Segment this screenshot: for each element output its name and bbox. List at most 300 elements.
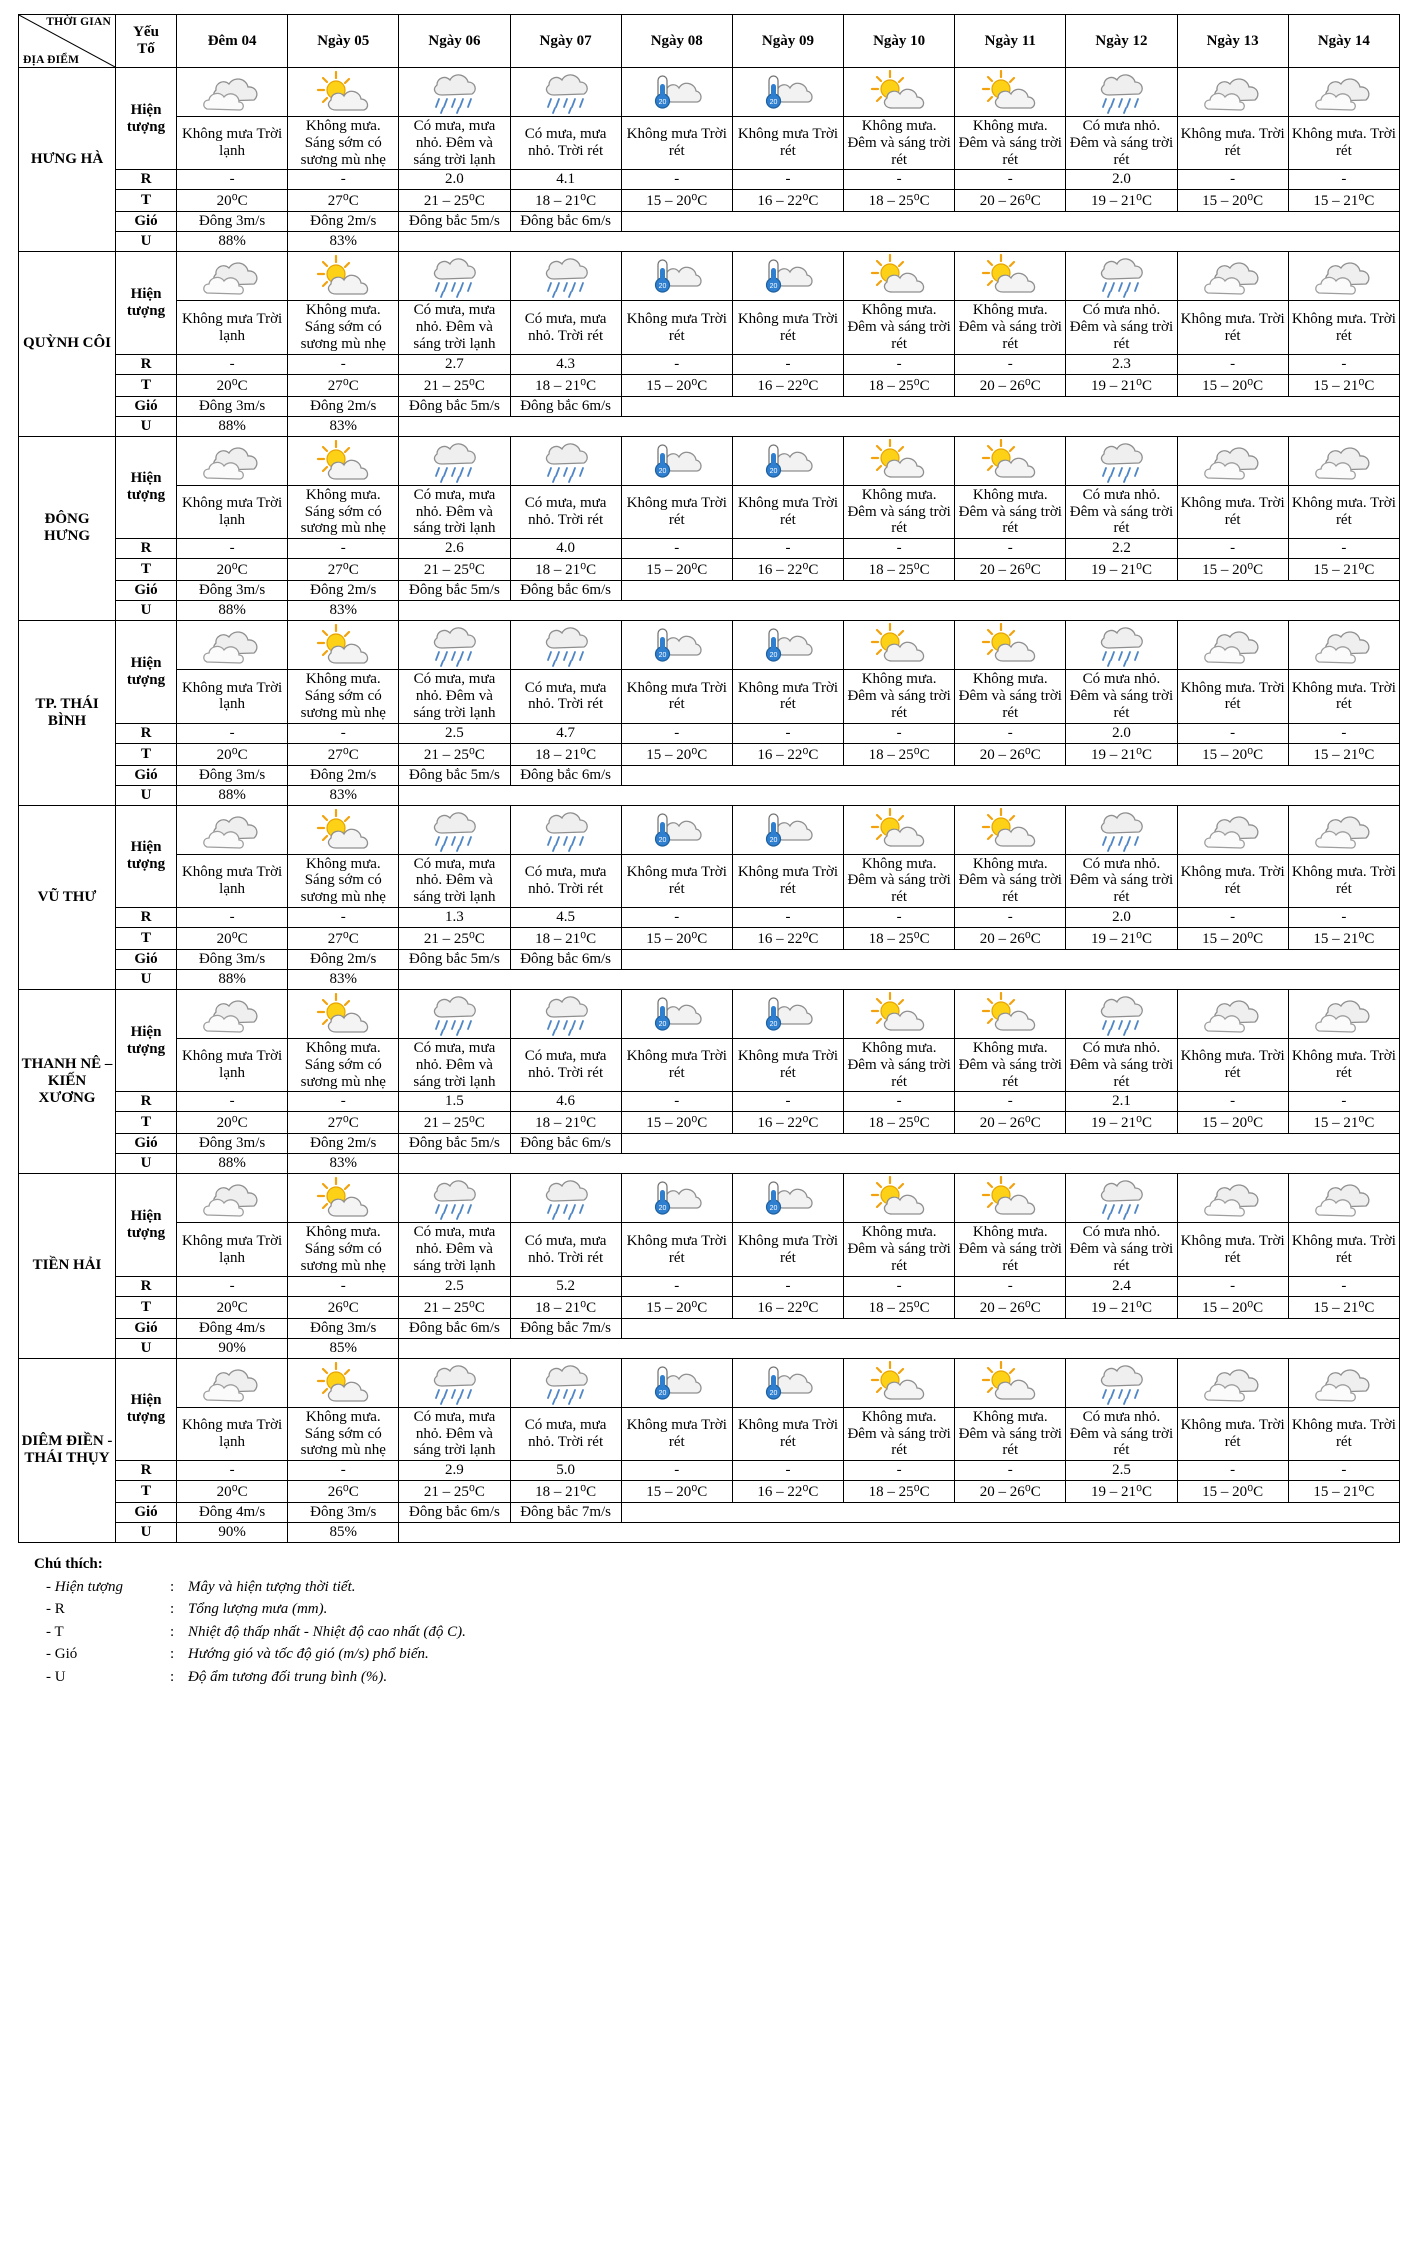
row-label-phenomena xyxy=(116,252,177,354)
rainfall-cell: 2.1 xyxy=(1066,1092,1177,1112)
temperature-cell: 18 – 21⁰C xyxy=(510,743,621,765)
svg-text:20: 20 xyxy=(658,836,667,844)
phenomena-cell: Không mưa. Đêm và sáng trời rét xyxy=(955,1038,1066,1091)
rainfall-cell: - xyxy=(1288,1092,1399,1112)
forecast-row-wind xyxy=(19,1318,1400,1338)
forecast-row-phenomena xyxy=(19,1407,1400,1460)
wind-cell-empty xyxy=(621,1134,1399,1154)
wind-cell: Đông 3m/s xyxy=(177,765,288,785)
weather-icon-cloud xyxy=(1288,1174,1399,1223)
svg-text:20: 20 xyxy=(658,467,667,475)
day-header-7: Ngày 11 xyxy=(955,15,1066,68)
rainfall-cell: - xyxy=(844,1092,955,1112)
table-header-row xyxy=(19,15,1400,68)
forecast-row-humidity xyxy=(19,416,1400,436)
rainfall-cell: - xyxy=(288,1276,399,1296)
wind-cell: Đông 3m/s xyxy=(177,212,288,232)
phenomena-cell: Không mưa. Đêm và sáng trời rét xyxy=(844,1223,955,1276)
rainfall-cell: - xyxy=(732,1092,843,1112)
row-label-humidity: U xyxy=(116,232,177,252)
forecast-row-temperature xyxy=(19,743,1400,765)
phenomena-cell: Không mưa Trời rét xyxy=(621,854,732,907)
rainfall-cell: - xyxy=(844,1276,955,1296)
weather-icon-thermo-cold xyxy=(732,805,843,854)
weather-icon-thermo-cold xyxy=(621,989,732,1038)
weather-icon-thermo-cold xyxy=(621,436,732,485)
rainfall-cell: 2.0 xyxy=(399,170,510,190)
row-label-rainfall: R xyxy=(116,354,177,374)
phenomena-cell: Không mưa Trời lạnh xyxy=(177,485,288,538)
weather-icon-rain-cloud xyxy=(1066,436,1177,485)
temperature-cell: 15 – 21⁰C xyxy=(1288,1296,1399,1318)
phenomena-cell: Có mưa nhỏ. Đêm và sáng trời rét xyxy=(1066,1407,1177,1460)
weather-icon-cloud xyxy=(1177,805,1288,854)
phenomena-cell: Không mưa Trời lạnh xyxy=(177,670,288,723)
row-label-humidity: U xyxy=(116,416,177,436)
humidity-cell-empty xyxy=(399,601,1400,621)
temperature-cell: 20 – 26⁰C xyxy=(955,743,1066,765)
rainfall-cell: - xyxy=(955,1461,1066,1481)
forecast-row-humidity xyxy=(19,785,1400,805)
forecast-row-wind xyxy=(19,765,1400,785)
weather-icon-rain-cloud xyxy=(399,252,510,301)
row-label-phenomena xyxy=(116,436,177,538)
forecast-row-rainfall xyxy=(19,907,1400,927)
forecast-row-temperature xyxy=(19,1112,1400,1134)
weather-forecast-sheet xyxy=(0,14,1420,2244)
rainfall-cell: - xyxy=(955,539,1066,559)
wind-cell: Đông bắc 6m/s xyxy=(510,949,621,969)
legend-text: Độ ẩm tương đối trung bình (%). xyxy=(188,1668,388,1685)
wind-cell: Đông bắc 5m/s xyxy=(399,1134,510,1154)
humidity-cell: 88% xyxy=(177,969,288,989)
rainfall-cell: - xyxy=(1177,170,1288,190)
temperature-cell: 19 – 21⁰C xyxy=(1066,1481,1177,1503)
location-cell: HƯNG HÀ xyxy=(19,68,116,252)
weather-icon-sun-cloud-rain xyxy=(844,805,955,854)
weather-icon-thermo-cold xyxy=(732,621,843,670)
temperature-cell: 19 – 21⁰C xyxy=(1066,1112,1177,1134)
weather-icon-sun-cloud-rain xyxy=(955,252,1066,301)
wind-cell: Đông bắc 5m/s xyxy=(399,396,510,416)
wind-cell-empty xyxy=(621,212,1399,232)
row-label-wind: Gió xyxy=(116,1318,177,1338)
legend-separator: : xyxy=(170,1668,175,1685)
weather-icon-rain-cloud xyxy=(510,68,621,117)
forecast-row-humidity xyxy=(19,232,1400,252)
location-cell: THANH NÊ – KIẾN XƯƠNG xyxy=(19,989,116,1173)
phenomena-cell: Không mưa. Sáng sớm có sương mù nhẹ xyxy=(288,301,399,354)
humidity-cell: 83% xyxy=(288,969,399,989)
weather-icon-cloud xyxy=(1177,436,1288,485)
phenomena-cell: Không mưa Trời rét xyxy=(732,485,843,538)
row-label-humidity: U xyxy=(116,1523,177,1543)
phenomena-cell: Có mưa, mưa nhỏ. Đêm và sáng trời lạnh xyxy=(399,1038,510,1091)
weather-icon-cloud xyxy=(1288,989,1399,1038)
temperature-cell: 21 – 25⁰C xyxy=(399,374,510,396)
phenomena-cell: Không mưa. Trời rét xyxy=(1288,485,1399,538)
temperature-cell: 15 – 21⁰C xyxy=(1288,374,1399,396)
rainfall-cell: - xyxy=(177,539,288,559)
weather-icon-thermo-cold xyxy=(732,1358,843,1407)
temperature-cell: 18 – 21⁰C xyxy=(510,190,621,212)
wind-cell: Đông bắc 6m/s xyxy=(399,1318,510,1338)
humidity-cell: 88% xyxy=(177,232,288,252)
phenomena-cell: Không mưa. Trời rét xyxy=(1288,1038,1399,1091)
humidity-cell: 88% xyxy=(177,785,288,805)
humidity-cell: 85% xyxy=(288,1523,399,1543)
row-label-temperature: T xyxy=(116,559,177,581)
corner-time-label: THỜI GIAN xyxy=(46,16,111,28)
weather-icon-cloud xyxy=(1288,252,1399,301)
phenomena-cell: Có mưa nhỏ. Đêm và sáng trời rét xyxy=(1066,1223,1177,1276)
rainfall-cell: - xyxy=(1288,539,1399,559)
row-label-temperature: T xyxy=(116,927,177,949)
row-label-phenomena xyxy=(116,989,177,1091)
rainfall-cell: 1.3 xyxy=(399,907,510,927)
forecast-row-rainfall xyxy=(19,1276,1400,1296)
temperature-cell: 15 – 20⁰C xyxy=(621,743,732,765)
phenomena-cell: Không mưa Trời rét xyxy=(621,1038,732,1091)
humidity-cell-empty xyxy=(399,969,1400,989)
phenomena-cell: Không mưa. Sáng sớm có sương mù nhẹ xyxy=(288,670,399,723)
phenomena-cell: Không mưa Trời lạnh xyxy=(177,1407,288,1460)
wind-cell: Đông 3m/s xyxy=(288,1318,399,1338)
forecast-row-wind xyxy=(19,1134,1400,1154)
weather-icon-sun-cloud xyxy=(288,621,399,670)
rainfall-cell: - xyxy=(621,907,732,927)
rainfall-cell: 2.0 xyxy=(1066,723,1177,743)
rainfall-cell: - xyxy=(177,907,288,927)
temperature-cell: 15 – 20⁰C xyxy=(1177,1481,1288,1503)
rainfall-cell: 2.0 xyxy=(1066,170,1177,190)
svg-text:20: 20 xyxy=(769,652,778,660)
temperature-cell: 18 – 25⁰C xyxy=(844,743,955,765)
weather-icon-rain-cloud xyxy=(510,1174,621,1223)
phenomena-cell: Có mưa, mưa nhỏ. Trời rét xyxy=(510,1407,621,1460)
rainfall-cell: - xyxy=(955,1276,1066,1296)
row-label-phenomena xyxy=(116,1358,177,1460)
rainfall-cell: - xyxy=(732,907,843,927)
weather-icon-thermo-cold xyxy=(732,436,843,485)
rainfall-cell: 4.7 xyxy=(510,723,621,743)
factor-header-label-2: Tố xyxy=(137,41,155,57)
temperature-cell: 15 – 20⁰C xyxy=(1177,374,1288,396)
rainfall-cell: - xyxy=(177,1092,288,1112)
weather-icon-rain-cloud xyxy=(510,436,621,485)
forecast-row-icons xyxy=(19,68,1400,117)
row-label-wind: Gió xyxy=(116,581,177,601)
weather-icon-thermo-cold xyxy=(732,252,843,301)
legend-text: Hướng gió và tốc độ gió (m/s) phổ biến. xyxy=(188,1646,429,1663)
rainfall-cell: 2.3 xyxy=(1066,354,1177,374)
weather-icon-cloud xyxy=(1177,68,1288,117)
temperature-cell: 19 – 21⁰C xyxy=(1066,743,1177,765)
phenomena-cell: Không mưa. Đêm và sáng trời rét xyxy=(844,854,955,907)
rainfall-cell: - xyxy=(844,539,955,559)
humidity-cell-empty xyxy=(399,1154,1400,1174)
row-label-rainfall: R xyxy=(116,1092,177,1112)
weather-icon-rain-cloud xyxy=(399,1174,510,1223)
rainfall-cell: - xyxy=(621,1092,732,1112)
temperature-cell: 16 – 22⁰C xyxy=(732,1481,843,1503)
rainfall-cell: - xyxy=(177,1276,288,1296)
forecast-table xyxy=(18,14,1400,1543)
wind-cell: Đông bắc 5m/s xyxy=(399,581,510,601)
phenomena-cell: Không mưa Trời rét xyxy=(732,301,843,354)
forecast-row-temperature xyxy=(19,1481,1400,1503)
temperature-cell: 26⁰C xyxy=(288,1481,399,1503)
row-label-rainfall: R xyxy=(116,1461,177,1481)
svg-text:20: 20 xyxy=(658,1205,667,1213)
day-header-1: Ngày 05 xyxy=(288,15,399,68)
phenomena-cell: Không mưa. Trời rét xyxy=(1177,1407,1288,1460)
rainfall-cell: - xyxy=(1177,354,1288,374)
weather-icon-thermo-cold xyxy=(621,805,732,854)
weather-icon-rain-cloud xyxy=(399,989,510,1038)
temperature-cell: 15 – 20⁰C xyxy=(1177,743,1288,765)
weather-icon-sun-cloud-rain xyxy=(955,621,1066,670)
wind-cell: Đông bắc 7m/s xyxy=(510,1503,621,1523)
corner-place-label: ĐỊA ĐIỂM xyxy=(23,54,80,66)
wind-cell: Đông 3m/s xyxy=(177,581,288,601)
phenomena-cell: Không mưa Trời rét xyxy=(621,1223,732,1276)
phenomena-cell: Không mưa Trời rét xyxy=(732,1038,843,1091)
rainfall-cell: - xyxy=(288,1461,399,1481)
temperature-cell: 15 – 20⁰C xyxy=(621,1481,732,1503)
legend-item xyxy=(34,1666,468,1689)
humidity-cell: 83% xyxy=(288,601,399,621)
wind-cell-empty xyxy=(621,949,1399,969)
legend-key: - Gió xyxy=(46,1646,78,1663)
forecast-row-rainfall xyxy=(19,354,1400,374)
temperature-cell: 15 – 20⁰C xyxy=(621,1296,732,1318)
phenomena-cell: Không mưa. Đêm và sáng trời rét xyxy=(955,670,1066,723)
temperature-cell: 18 – 21⁰C xyxy=(510,1481,621,1503)
row-label-phenomena-text: Hiện tượng xyxy=(126,839,166,873)
temperature-cell: 21 – 25⁰C xyxy=(399,1296,510,1318)
legend-item xyxy=(34,1576,468,1599)
svg-text:20: 20 xyxy=(769,1389,778,1397)
phenomena-cell: Không mưa. Trời rét xyxy=(1177,1223,1288,1276)
humidity-cell-empty xyxy=(399,416,1400,436)
temperature-cell: 16 – 22⁰C xyxy=(732,1112,843,1134)
weather-icon-rain-cloud xyxy=(1066,252,1177,301)
row-label-temperature: T xyxy=(116,190,177,212)
temperature-cell: 27⁰C xyxy=(288,559,399,581)
phenomena-cell: Không mưa Trời rét xyxy=(732,1223,843,1276)
wind-cell: Đông bắc 5m/s xyxy=(399,765,510,785)
rainfall-cell: - xyxy=(177,723,288,743)
phenomena-cell: Không mưa. Trời rét xyxy=(1177,1038,1288,1091)
weather-icon-sun-cloud-rain xyxy=(955,1358,1066,1407)
legend-separator: : xyxy=(170,1646,175,1663)
phenomena-cell: Có mưa, mưa nhỏ. Trời rét xyxy=(510,1223,621,1276)
humidity-cell-empty xyxy=(399,785,1400,805)
temperature-cell: 19 – 21⁰C xyxy=(1066,559,1177,581)
weather-icon-rain-cloud xyxy=(510,989,621,1038)
forecast-row-phenomena xyxy=(19,1223,1400,1276)
weather-icon-cloud xyxy=(177,1174,288,1223)
wind-cell: Đông 3m/s xyxy=(177,949,288,969)
legend-separator: : xyxy=(170,1601,175,1618)
weather-icon-thermo-cold xyxy=(621,621,732,670)
phenomena-cell: Không mưa Trời rét xyxy=(621,117,732,170)
phenomena-cell: Không mưa. Đêm và sáng trời rét xyxy=(844,117,955,170)
weather-icon-cloud xyxy=(177,1358,288,1407)
phenomena-cell: Có mưa, mưa nhỏ. Đêm và sáng trời lạnh xyxy=(399,117,510,170)
wind-cell-empty xyxy=(621,581,1399,601)
phenomena-cell: Không mưa. Trời rét xyxy=(1177,854,1288,907)
weather-icon-cloud xyxy=(1177,1358,1288,1407)
svg-text:20: 20 xyxy=(769,836,778,844)
rainfall-cell: 5.2 xyxy=(510,1276,621,1296)
rainfall-cell: - xyxy=(621,1461,732,1481)
weather-icon-rain-cloud xyxy=(399,68,510,117)
rainfall-cell: - xyxy=(844,170,955,190)
phenomena-cell: Có mưa, mưa nhỏ. Đêm và sáng trời lạnh xyxy=(399,485,510,538)
temperature-cell: 18 – 25⁰C xyxy=(844,1112,955,1134)
rainfall-cell: - xyxy=(955,723,1066,743)
weather-icon-rain-cloud xyxy=(1066,1174,1177,1223)
temperature-cell: 16 – 22⁰C xyxy=(732,927,843,949)
row-label-phenomena-text: Hiện tượng xyxy=(126,286,166,320)
location-cell: VŨ THƯ xyxy=(19,805,116,989)
weather-icon-rain-cloud xyxy=(399,436,510,485)
forecast-row-humidity xyxy=(19,1154,1400,1174)
forecast-row-rainfall xyxy=(19,1092,1400,1112)
phenomena-cell: Có mưa nhỏ. Đêm và sáng trời rét xyxy=(1066,485,1177,538)
svg-text:20: 20 xyxy=(769,1205,778,1213)
phenomena-cell: Có mưa, mưa nhỏ. Đêm và sáng trời lạnh xyxy=(399,854,510,907)
weather-icon-rain-cloud xyxy=(1066,68,1177,117)
phenomena-cell: Không mưa Trời lạnh xyxy=(177,1223,288,1276)
weather-icon-sun-cloud-rain xyxy=(955,68,1066,117)
rainfall-cell: 4.0 xyxy=(510,539,621,559)
temperature-cell: 27⁰C xyxy=(288,743,399,765)
weather-icon-cloud xyxy=(1177,621,1288,670)
weather-icon-rain-cloud xyxy=(399,1358,510,1407)
phenomena-cell: Có mưa nhỏ. Đêm và sáng trời rét xyxy=(1066,670,1177,723)
phenomena-cell: Không mưa. Đêm và sáng trời rét xyxy=(844,1407,955,1460)
rainfall-cell: - xyxy=(1288,723,1399,743)
rainfall-cell: - xyxy=(1288,1276,1399,1296)
forecast-row-icons xyxy=(19,252,1400,301)
forecast-row-rainfall xyxy=(19,1461,1400,1481)
weather-icon-sun-cloud xyxy=(288,68,399,117)
forecast-row-phenomena xyxy=(19,117,1400,170)
rainfall-cell: - xyxy=(844,907,955,927)
phenomena-cell: Không mưa Trời rét xyxy=(621,670,732,723)
temperature-cell: 18 – 25⁰C xyxy=(844,1296,955,1318)
rainfall-cell: 2.0 xyxy=(1066,907,1177,927)
rainfall-cell: - xyxy=(732,1276,843,1296)
rainfall-cell: 4.5 xyxy=(510,907,621,927)
forecast-row-temperature xyxy=(19,927,1400,949)
weather-icon-rain-cloud xyxy=(1066,621,1177,670)
forecast-row-phenomena xyxy=(19,670,1400,723)
wind-cell-empty xyxy=(621,1503,1399,1523)
temperature-cell: 20⁰C xyxy=(177,190,288,212)
location-cell: DIÊM ĐIỀN - THÁI THỤY xyxy=(19,1358,116,1542)
rainfall-cell: 2.5 xyxy=(399,1276,510,1296)
weather-icon-rain-cloud xyxy=(510,805,621,854)
row-label-temperature: T xyxy=(116,1112,177,1134)
weather-icon-rain-cloud xyxy=(399,805,510,854)
weather-icon-cloud xyxy=(177,805,288,854)
rainfall-cell: 2.5 xyxy=(1066,1461,1177,1481)
weather-icon-rain-cloud xyxy=(1066,805,1177,854)
temperature-cell: 15 – 21⁰C xyxy=(1288,1481,1399,1503)
wind-cell: Đông bắc 6m/s xyxy=(399,1503,510,1523)
weather-icon-thermo-cold xyxy=(621,1358,732,1407)
wind-cell: Đông bắc 6m/s xyxy=(510,396,621,416)
weather-icon-cloud xyxy=(1288,436,1399,485)
legend-key: - Hiện tượng xyxy=(46,1578,124,1595)
rainfall-cell: 2.6 xyxy=(399,539,510,559)
forecast-row-temperature xyxy=(19,1296,1400,1318)
row-label-rainfall: R xyxy=(116,170,177,190)
temperature-cell: 21 – 25⁰C xyxy=(399,1112,510,1134)
rainfall-cell: 2.7 xyxy=(399,354,510,374)
location-cell: TP. THÁI BÌNH xyxy=(19,621,116,805)
row-label-rainfall: R xyxy=(116,723,177,743)
phenomena-cell: Không mưa Trời lạnh xyxy=(177,1038,288,1091)
temperature-cell: 15 – 20⁰C xyxy=(1177,1112,1288,1134)
forecast-row-icons xyxy=(19,1358,1400,1407)
rainfall-cell: - xyxy=(288,907,399,927)
temperature-cell: 16 – 22⁰C xyxy=(732,743,843,765)
phenomena-cell: Không mưa. Đêm và sáng trời rét xyxy=(955,301,1066,354)
temperature-cell: 26⁰C xyxy=(288,1296,399,1318)
weather-icon-sun-cloud-rain xyxy=(955,805,1066,854)
day-header-5: Ngày 09 xyxy=(732,15,843,68)
phenomena-cell: Có mưa nhỏ. Đêm và sáng trời rét xyxy=(1066,301,1177,354)
weather-icon-sun-cloud xyxy=(288,436,399,485)
temperature-cell: 19 – 21⁰C xyxy=(1066,190,1177,212)
legend-key: - R xyxy=(46,1601,65,1618)
humidity-cell-empty xyxy=(399,1338,1400,1358)
weather-icon-rain-cloud xyxy=(510,621,621,670)
wind-cell: Đông 2m/s xyxy=(288,212,399,232)
phenomena-cell: Có mưa nhỏ. Đêm và sáng trời rét xyxy=(1066,117,1177,170)
day-header-10: Ngày 14 xyxy=(1288,15,1399,68)
temperature-cell: 20⁰C xyxy=(177,743,288,765)
temperature-cell: 15 – 20⁰C xyxy=(621,559,732,581)
forecast-row-humidity xyxy=(19,1338,1400,1358)
phenomena-cell: Có mưa, mưa nhỏ. Trời rét xyxy=(510,670,621,723)
row-label-wind: Gió xyxy=(116,1134,177,1154)
temperature-cell: 15 – 21⁰C xyxy=(1288,927,1399,949)
phenomena-cell: Không mưa Trời rét xyxy=(621,1407,732,1460)
weather-icon-sun-cloud xyxy=(288,1358,399,1407)
forecast-row-temperature xyxy=(19,559,1400,581)
temperature-cell: 15 – 21⁰C xyxy=(1288,1112,1399,1134)
day-header-0: Đêm 04 xyxy=(177,15,288,68)
forecast-row-icons xyxy=(19,436,1400,485)
forecast-row-humidity xyxy=(19,601,1400,621)
wind-cell-empty xyxy=(621,765,1399,785)
phenomena-cell: Không mưa. Trời rét xyxy=(1288,117,1399,170)
rainfall-cell: - xyxy=(1177,907,1288,927)
rainfall-cell: - xyxy=(288,170,399,190)
row-label-wind: Gió xyxy=(116,1503,177,1523)
weather-icon-cloud xyxy=(177,436,288,485)
rainfall-cell: 5.0 xyxy=(510,1461,621,1481)
rainfall-cell: 4.6 xyxy=(510,1092,621,1112)
humidity-cell-empty xyxy=(399,1523,1400,1543)
phenomena-cell: Không mưa Trời rét xyxy=(732,117,843,170)
